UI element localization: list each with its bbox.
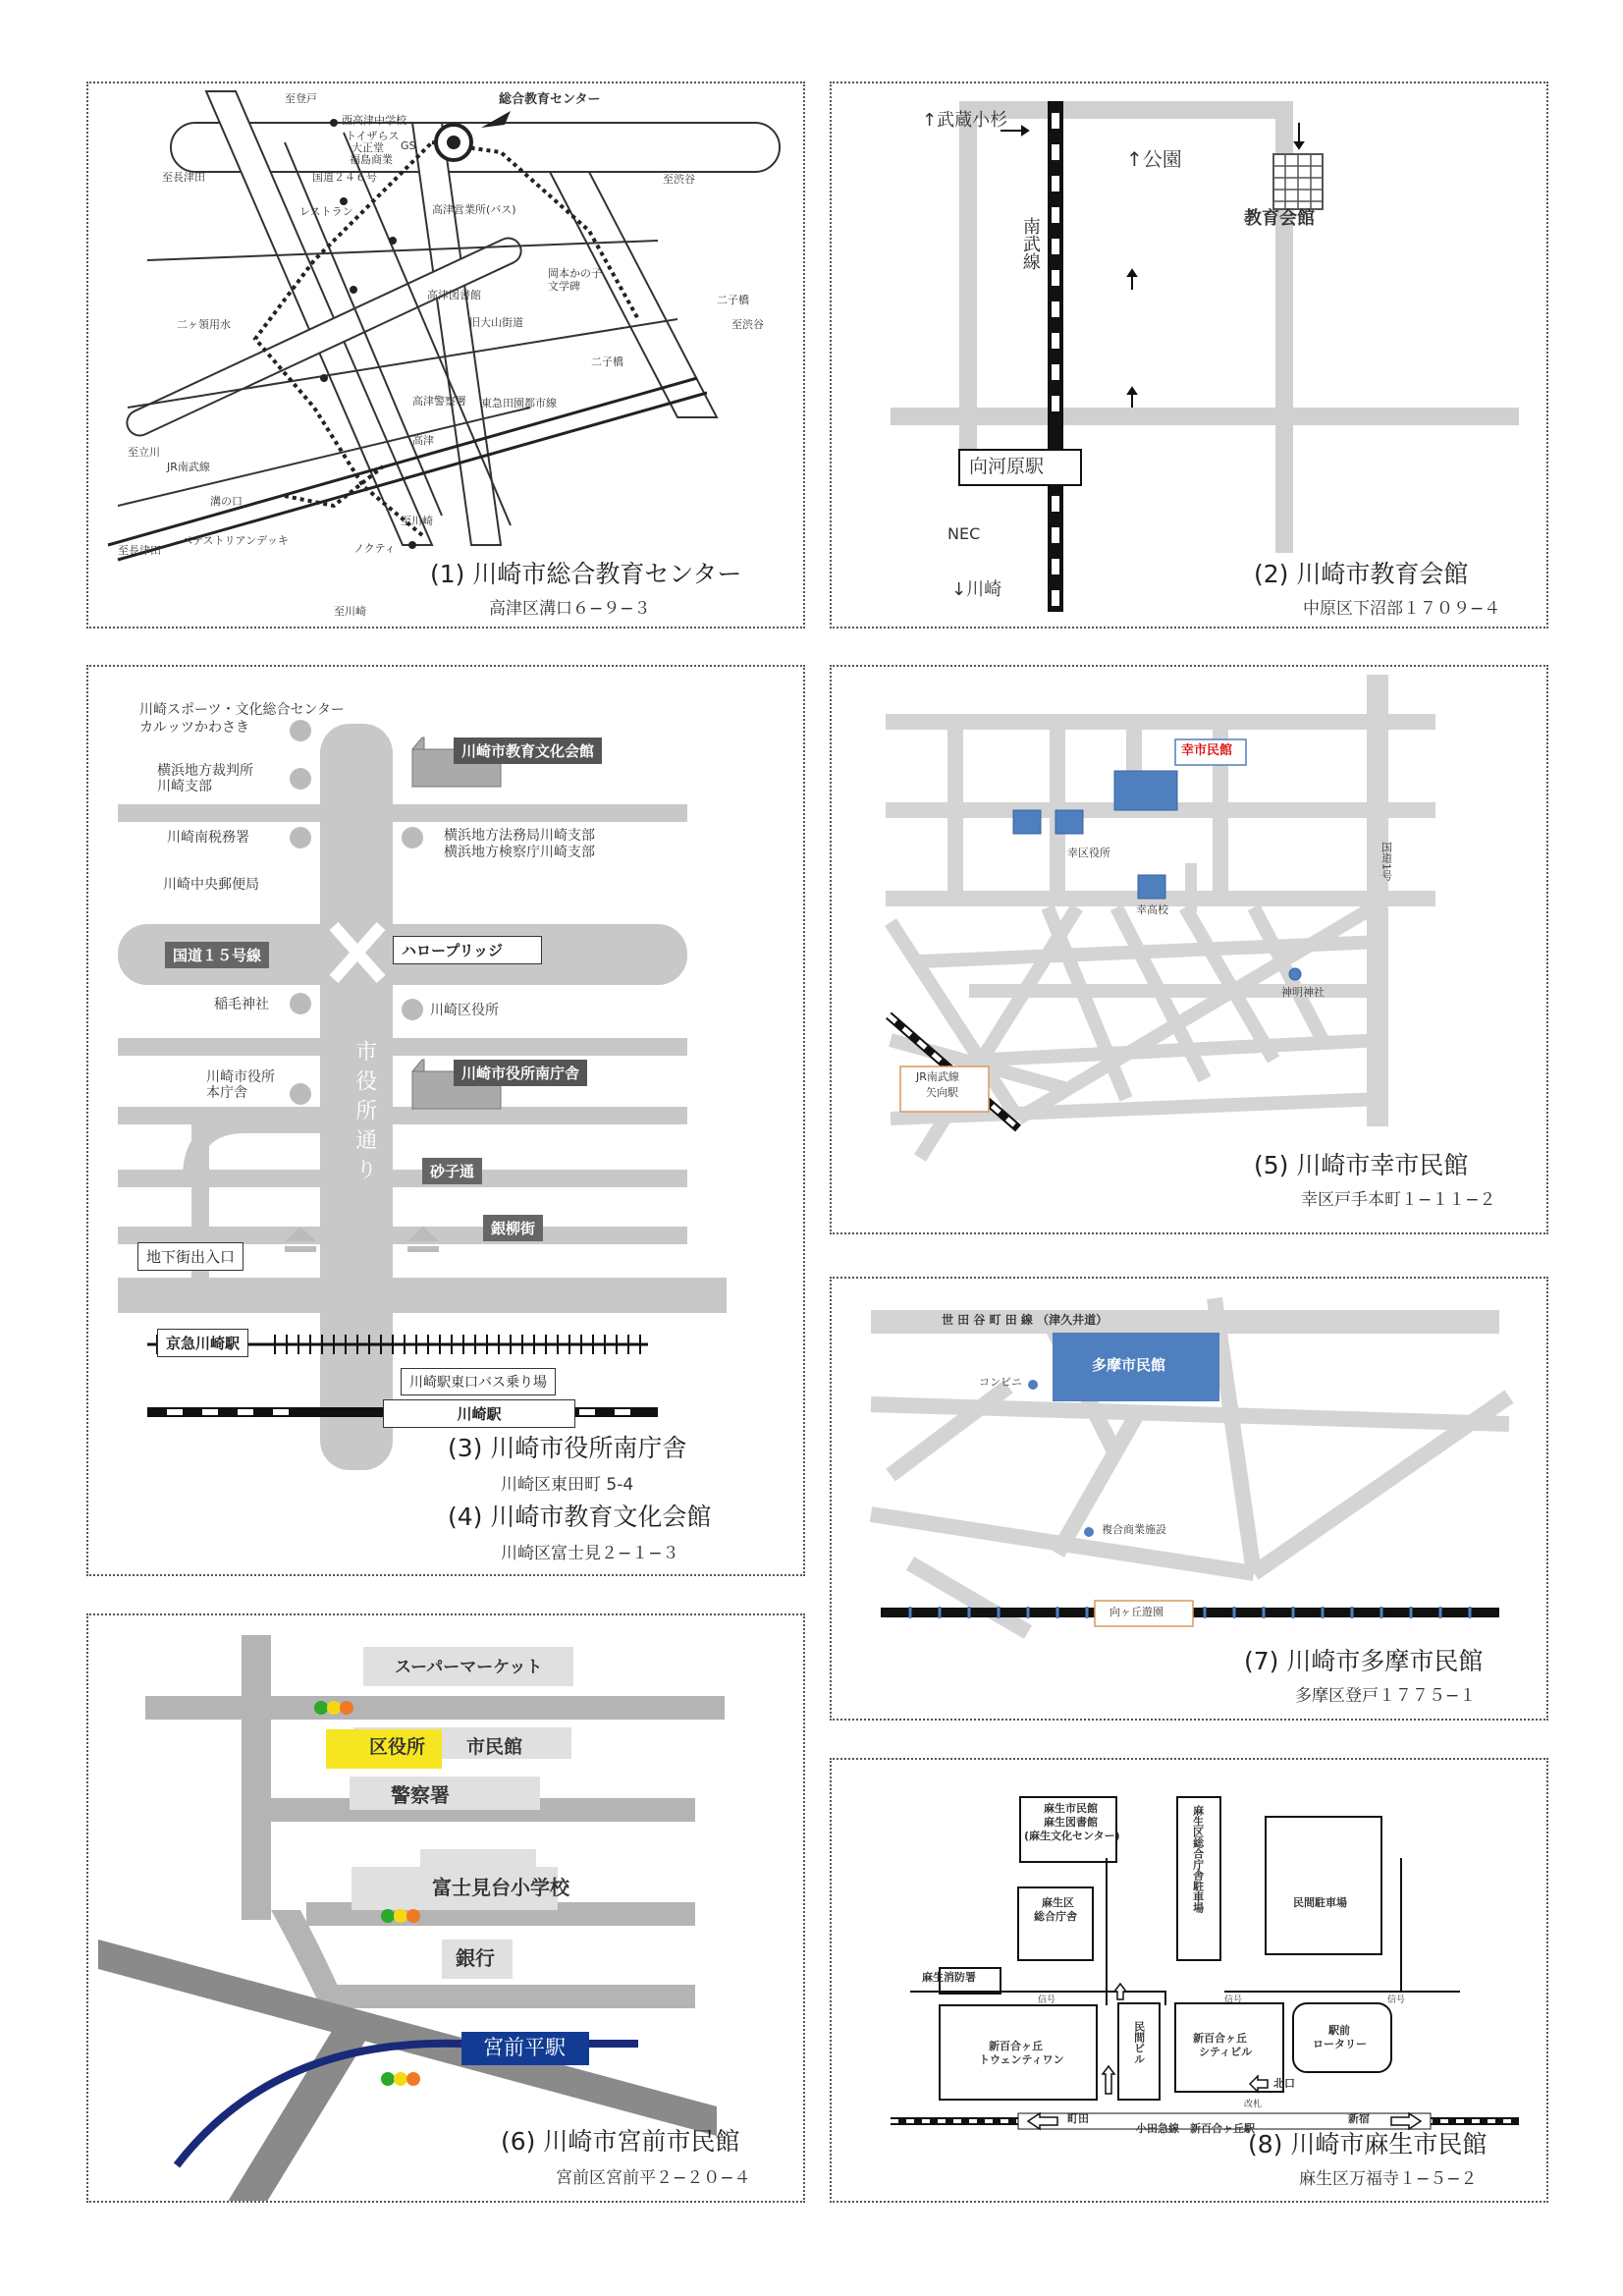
label-north-exit: 北口 (1273, 2077, 1295, 2090)
route1-text: 国道1号 (1380, 842, 1393, 881)
label-signal-1: 信号 (1038, 1995, 1056, 2005)
label-park: ↑公園 (1126, 147, 1182, 171)
panel-address: 川崎区東田町 5-4 (501, 1475, 634, 1495)
label-tokyu: 東急田園都市線 (481, 397, 557, 410)
label-center: 総合教育センター (499, 92, 601, 107)
label-ward2: 総合庁舎 (1034, 1910, 1077, 1923)
label-complex: 複合商業施設 (1102, 1523, 1166, 1536)
label-to-kawasaki-2: 至川崎 (334, 605, 366, 618)
label-restaurant: レストラン (299, 205, 353, 218)
label-bank: 銀行 (456, 1946, 495, 1970)
panel-title: (8) 川崎市麻生市民館 (1248, 2130, 1488, 2159)
label-to-noborito: 至登戸 (285, 92, 317, 105)
label-route246: 国道２４６号 (312, 171, 377, 184)
label-machida: 町田 (1067, 2112, 1089, 2125)
label-twenty-one: 新百合ヶ丘 (989, 2040, 1043, 2052)
label-hall: 教育会館 (1244, 208, 1315, 229)
label-city-hall: 川崎市役所 (206, 1069, 275, 1085)
label-hall-1: 麻生市民館 (1044, 1802, 1098, 1815)
label-to-kawasaki: 至川崎 (401, 515, 433, 527)
label-to-shibuya-2: 至渋谷 (731, 318, 764, 331)
panel-address: 多摩区登戸１７７５−１ (1295, 1686, 1477, 1706)
label-station: 向ヶ丘遊園 (1109, 1606, 1163, 1618)
map-minami-chosha (88, 667, 805, 1576)
panel-address: 高津区溝口６−９−３ (489, 599, 651, 619)
label-taisho: 大正堂 (352, 141, 384, 154)
label-noctie: ノクティ (353, 542, 396, 555)
label-private-bldg (1132, 2021, 1146, 2068)
label-gs: GS (401, 139, 416, 152)
label-hall: 市民館 (466, 1736, 523, 1758)
label-police: 警察署 (391, 1783, 450, 1807)
label-legal: 横浜地方法務局川崎支部 (444, 828, 595, 844)
label-bus: 川崎駅東口バス乗り場 (401, 1368, 556, 1395)
label-nec: NEC (947, 524, 981, 543)
panel-title-2: (4) 川崎市教育文化会館 (448, 1503, 712, 1531)
label-underground: 地下街出入口 (137, 1242, 243, 1271)
label-keikyu: 京急川崎駅 (157, 1329, 248, 1357)
label-shrine: 神明神社 (1281, 986, 1325, 999)
label-post: 川崎中央郵便局 (163, 877, 259, 893)
label-okamoto: 岡本かの子文学碑 (548, 267, 602, 293)
panel-title: (7) 川崎市多摩市民館 (1244, 1647, 1484, 1675)
label-nanbu-line: JR南武線 (167, 461, 210, 473)
label-inage: 稲毛神社 (214, 997, 269, 1012)
label-toys: トイザらス (346, 130, 400, 142)
label-court2: 川崎支部 (157, 779, 212, 794)
label-city-hall2: 本庁舎 (206, 1085, 247, 1101)
label-hall: 多摩市民館 (1092, 1356, 1166, 1374)
label-signal-3: 信号 (1387, 1995, 1406, 2005)
label-library: 高津図書館 (427, 289, 481, 301)
label-prosecutor: 横浜地方検察庁川崎支部 (444, 845, 595, 860)
map-panel-minami-chosha (86, 665, 805, 1576)
label-station: JR南武線 (916, 1070, 959, 1083)
label-supermarket: スーパーマーケット (395, 1658, 543, 1677)
label-school: 幸高校 (1136, 903, 1168, 916)
map-kyoiku-kaikan (832, 83, 1548, 629)
label-station: 宮前平駅 (483, 2036, 566, 2059)
label-court: 横浜地方裁判所 (157, 763, 253, 779)
label-edu-hall: 川崎市教育文化会館 (454, 738, 602, 764)
label-kawasaki: ↓川崎 (951, 579, 1002, 600)
label-school: 富士見台小学校 (432, 1876, 569, 1899)
label-ward: 麻生区 (1042, 1896, 1074, 1909)
panel-title: (5) 川崎市幸市民館 (1254, 1151, 1469, 1179)
map-panel-miyamae (86, 1613, 805, 2203)
map-panel-saiwai (830, 665, 1548, 1234)
label-bus-office: 高津営業所(バス) (432, 203, 516, 216)
label-road: 世 田 谷 町 田 線 （津久井道） (942, 1313, 1109, 1327)
label-sports-center: 川崎スポーツ・文化総合センター (139, 702, 345, 718)
label-ward: 区役所 (369, 1736, 426, 1758)
label-hello-bridge: ハロープリッジ (393, 936, 542, 964)
label-hall-2: 麻生図書館 (1044, 1816, 1098, 1829)
private-bldg-text: 民間ビル (1132, 2021, 1146, 2064)
label-signal-2: 信号 (1224, 1995, 1243, 2005)
label-rotary: 駅前 (1328, 2024, 1350, 2037)
label-private-parking: 民間駐車場 (1293, 1896, 1347, 1909)
label-to-nagatsuta: 至長津田 (162, 171, 205, 184)
label-south-bldg: 川崎市役所南庁舎 (454, 1060, 587, 1086)
panel-title: (1) 川崎市総合教育センター (430, 560, 742, 588)
label-shinjuku: 新宿 (1348, 2112, 1370, 2125)
label-deck: ペデストリアンデッキ (182, 534, 289, 547)
label-to-nagatsuta-2: 至長津田 (118, 544, 161, 557)
label-rotary-2: ロータリー (1313, 2038, 1367, 2050)
label-station: 向河原駅 (969, 456, 1045, 477)
label-odakyu: 小田急線 新百合ヶ丘駅 (1136, 2122, 1255, 2135)
label-city-bldg-2: シティビル (1199, 2046, 1253, 2058)
label-hall: 幸市民館 (1181, 743, 1233, 758)
label-twenty-one-2: トウェンティワン (979, 2053, 1064, 2066)
nanbu-line-text: 南武線 (1019, 217, 1041, 270)
label-to-tachikawa: 至立川 (128, 446, 160, 459)
label-sunago: 砂子通 (422, 1158, 482, 1184)
label-ward: 幸区役所 (1067, 847, 1110, 859)
label-nanbu-line (1016, 217, 1042, 279)
label-mizonokuchi: 溝の口 (210, 495, 243, 508)
map-panel-sogo-kyoiku-center (86, 82, 805, 629)
map-panel-asao (830, 1758, 1548, 2203)
label-fire: 麻生消防署 (922, 1971, 976, 1984)
label-ward-office: 川崎区役所 (430, 1003, 499, 1018)
label-kaluzz: カルッツかわさき (139, 720, 249, 736)
label-route15: 国道１５号線 (165, 942, 269, 968)
panel-title: (3) 川崎市役所南庁舎 (448, 1434, 687, 1462)
label-avenue (344, 1040, 377, 1202)
panel-title: (2) 川崎市教育会館 (1254, 560, 1469, 588)
panel-title: (6) 川崎市宮前市民館 (501, 2127, 740, 2156)
label-parking (1191, 1805, 1205, 1917)
label-police: 高津警察署 (412, 395, 466, 408)
label-city-bldg: 新百合ヶ丘 (1193, 2032, 1247, 2045)
label-takatsu: 高津 (412, 434, 434, 447)
label-kaisatsu: 改札 (1244, 2100, 1263, 2109)
label-conveni: コンビニ (979, 1376, 1022, 1389)
label-fukushima: 福島商業 (350, 153, 393, 166)
avenue-text: 市役所通り (352, 1040, 377, 1187)
label-nikaryo: 二ヶ領用水 (177, 318, 231, 331)
label-hall-3: (麻生文化センター) (1024, 1830, 1120, 1842)
label-jr: 川崎駅 (383, 1399, 575, 1428)
label-to-shibuya: 至渋谷 (663, 173, 695, 186)
panel-address: 麻生区万福寺１−５−２ (1299, 2169, 1478, 2189)
parking-text: 麻生区総合庁舎駐車場 (1191, 1805, 1205, 1913)
panel-address: 幸区戸手本町１−１１−２ (1301, 1190, 1496, 1210)
panel-address: 中原区下沼部１７０９−４ (1303, 599, 1501, 619)
label-route1 (1380, 842, 1393, 885)
panel-address: 宮前区宮前平２−２０−４ (556, 2168, 751, 2188)
map-panel-kyoiku-kaikan (830, 82, 1548, 629)
panel-address-2: 川崎区富士見２−１−３ (501, 1544, 679, 1563)
label-musashikosugi: ↑武蔵小杉 (922, 110, 1008, 131)
label-futako-2: 二子橋 (591, 355, 623, 368)
label-ginryu: 銀柳街 (483, 1215, 543, 1241)
label-nishitakatsu: 西高津中学校 (342, 114, 406, 127)
map-panel-tama (830, 1277, 1548, 1721)
map-miyamae (88, 1615, 805, 2203)
label-oyama: 旧大山街道 (469, 316, 523, 329)
label-futako: 二子橋 (717, 294, 749, 306)
label-tax: 川崎南税務署 (167, 830, 249, 846)
label-station2: 矢向駅 (926, 1086, 958, 1099)
